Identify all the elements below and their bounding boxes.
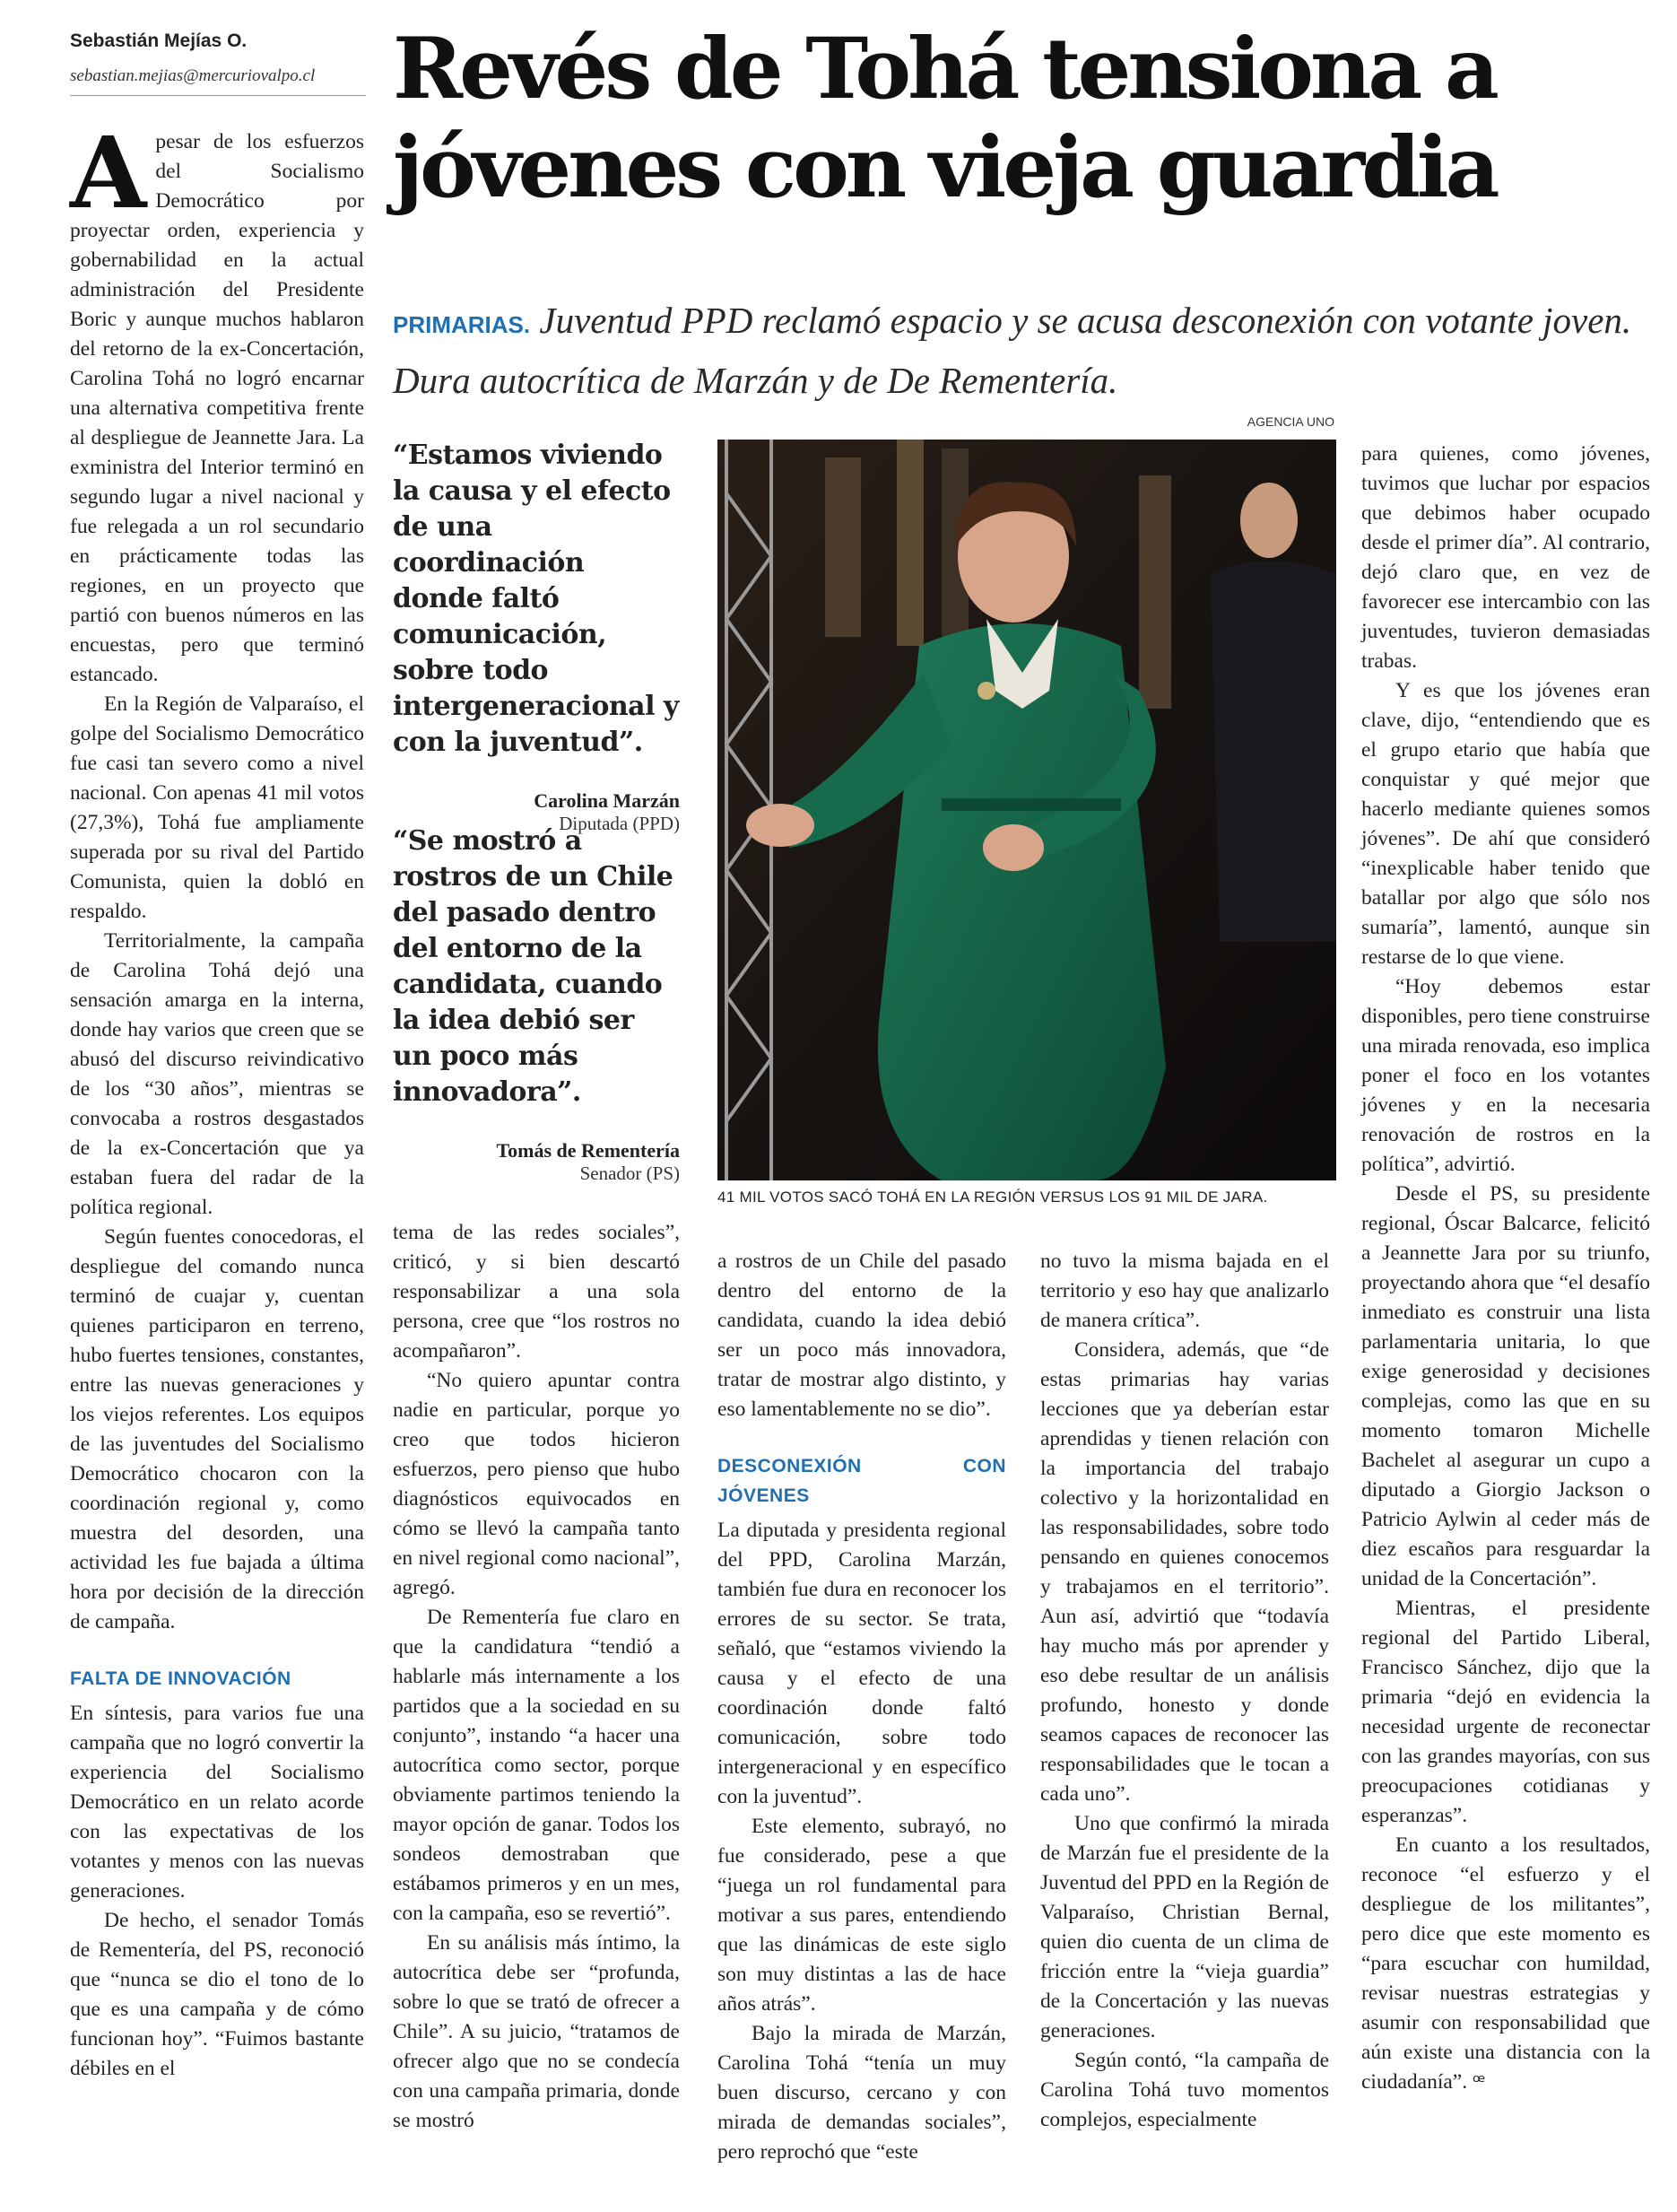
quote-author: Tomás de Rementería [496,1139,680,1162]
quote-author-role: Diputada (PPD) [559,813,680,834]
section-heading: DESCONEXIÓN CON JÓVENES [717,1456,1006,1506]
column-5 [1361,440,1650,2097]
subhead-text: Juventud PPD reclamó espacio y se acusa desconexión con votante joven. Dura autocrítica de Marzán y de De Rementería. [393,300,1632,401]
section-heading: FALTA DE INNOVACIÓN [70,1668,291,1689]
author-email[interactable]: sebastian.mejias@mercuriovalpo.cl [70,66,366,96]
paragraph: Territorialmente, la campaña de Carolina Tohá dejó una sensación amarga en la interna, donde hay varios que creen que se abusó del discurso reivindicativo de los “30 años”, mientras se convocaba a rostros desgastados de la ex-Concertación que ya estaban fuera del radar de la política regional. [70,929,364,1219]
news-photo [717,440,1336,1180]
paragraph: tema de las redes sociales”, criticó, y si bien descartó responsabilizar a una sola persona, cree que “los rostros no acompañaron”. [393,1221,680,1363]
end-mark-icon: ꟹ [1472,2071,1486,2094]
paragraph: Considera, además, que “de estas primarias hay varias lecciones que ya deberían estar aprendidas y tienen relación con la importancia del trabajo colectivo y la horizontalidad en las responsabilidades, sobre todo pensando en quienes conocemos y trabajamos en el territorio”. Aun así, advirtió que “todavía hay mucho más por aprender y eso debe resultar de un análisis profundo, honesto y donde seamos capaces de reconocer las responsabilidades que le tocan a cada uno”. [1040,1338,1329,1806]
drop-cap: A [70,115,147,231]
column-3 [717,1247,1006,2167]
quote-author-role: Senador (PS) [579,1163,680,1184]
paragraph: “Hoy debemos estar disponibles, pero tiene construirse una mirada renovada, eso implica poner el foco en los votantes jóvenes y en la necesaria renovación de rostros en la política”, advirtió. [1361,975,1650,1176]
paragraph: no tuvo la misma bajada en el territorio y eso hay que analizarlo de manera crítica”. [1040,1250,1329,1332]
paragraph: Según contó, “la campaña de Carolina Tohá tuvo momentos complejos, especialmente [1040,2049,1329,2131]
subhead-kicker: PRIMARIAS. [393,311,531,338]
photo-caption: 41 MIL VOTOS SACÓ TOHÁ EN LA REGIÓN VERSUS LOS 91 MIL DE JARA. [717,1189,1268,1206]
paragraph: Mientras, el presidente regional del Partido Liberal, Francisco Sánchez, dijo que la primaria “dejó en evidencia la necesidad urgente de reconectar con las grandes mayorías, con sus preocupaciones cotidianas y esperanzas”. [1361,1597,1650,1827]
paragraph: Este elemento, subrayó, no fue considerado, pese a que “juega un rol fundamental para motivar a sus pares, entendiendo que las dinámicas de este siglo son muy distintas a las de hace años atrás”. [717,1815,1006,2016]
paragraph: Bajo la mirada de Marzán, Carolina Tohá “tenía un muy buen discurso, cercano y con mirada de demandas sociales”, pero reprochó que “este [717,2022,1006,2164]
paragraph: De Rementería fue claro en que la candidatura “tendió a hablarle más internamente a los partidos que a la sociedad en su conjunto”, instando “a hacer una autocrítica como sector, porque obviamente partimos teniendo la mayor opción de ganar. Todos los sondeos demostraban que estábamos primeros y en un mes, con la campaña, eso se revertió”. [393,1606,680,1925]
author-name: Sebastián Mejías O. [70,30,248,51]
paragraph: Uno que confirmó la mirada de Marzán fue el presidente de la Juventud del PPD en la Región de Valparaíso, Christian Bernal, quien dio cuenta de un clima de fricción entre la “vieja guardia” de la Concertación y las nuevas generaciones. [1040,1812,1329,2042]
paragraph: De hecho, el senador Tomás de Rementería, del PS, reconoció que “nunca se dio el tono de lo que es una campaña y de cómo funcionan hoy”. “Fuimos bastante débiles en el [70,1909,364,2080]
paragraph: La diputada y presidenta regional del PPD, Carolina Marzán, también fue dura en reconocer los errores de su sector. Se trata, señaló, que “estamos viviendo la causa y el efecto de una coordinación donde faltó comunicación, sobre todo intergeneracional y en específico con la juventud”. [717,1519,1006,1808]
paragraph: Y es que los jóvenes eran clave, dijo, “entendiendo que es el grupo etario que había que conquistar y qué mejor que hacerlo mediante quienes somos jóvenes”. De ahí que consideró “inexplicable haber tenido que batallar por algo que sólo nos sumaría”, lamentó, aunque sin restarse de lo que viene. [1361,679,1650,969]
paragraph: En síntesis, para varios fue una campaña que no logró convertir la experiencia del Socialismo Democrático en un relato acorde con las expectativas de los votantes y menos con las nuevas generaciones. [70,1702,364,1903]
quote-text: “Estamos viviendo la causa y el efecto de una coordinación donde faltó comunicación, sobre todo intergeneracional y con la juventud”. [393,440,679,758]
paragraph: a rostros de un Chile del pasado dentro del entorno de la candidata, cuando la idea debió ser un poco más innovadora, tratar de mostrar algo distinto, y eso lamentablemente no se dio”. [717,1250,1006,1421]
paragraph: Desde el PS, su presidente regional, Óscar Balcarce, felicitó a Jeannette Jara por su triunfo, proyectando ahora que “el desafío inmediato es construir una lista parlamentaria unitaria, lo que exige generosidad y decisiones complejas, como las que en su momento tomaron Michelle Bachelet al asegurar un cupo a diputado a Giorgio Jackson o Patricio Aylwin al ceder más de diez escaños para resguardar la unidad de la Concertación”. [1361,1182,1650,1590]
pull-quote-1 [393,438,680,835]
paragraph: En su análisis más íntimo, la autocrítica debe ser “profunda, sobre lo que se trató de ofrecer a Chile”. A su juicio, “tratamos de ofrecer algo que no se condecía con una campaña primaria, donde se mostró [393,1931,680,2132]
column-1 [70,115,364,2084]
column-4 [1040,1247,1329,2135]
paragraph: Según fuentes conocedoras, el despliegue del comando nunca terminó de cuajar y, cuentan quienes participaron en terreno, hubo fuertes tensiones, constantes, entre las nuevas generaciones y los viejos referentes. Los equipos de las juventudes del Socialismo Democrático chocaron con la coordinación regional y, como muestra del desorden, una actividad les fue bajada a última hora por decisión de la dirección de campaña. [70,1225,364,1633]
paragraph: En cuanto a los resultados, reconoce “el esfuerzo y el despliegue de los militantes”, pero dice que este momento es “para escuchar con humildad, revisar nuestras estrategias y asumir con responsabilidad que aún existe una distancia con la ciudadanía”. ꟹ [1361,1833,1650,2094]
paragraph: Apesar de los esfuerzos del Socialismo Democrático por proyectar orden, experiencia y gobernabilidad en la actual administración del Presidente Boric y aunque muchos hablaron del retorno de la ex-Concertación, Carolina Tohá no logró encarnar una alternativa competitiva frente al despliegue de Jeannette Jara. La exministra del Interior terminó en segundo lugar a nivel nacional y fue relegada a un rol secundario en prácticamente todas las regiones, en un proyecto que partió con buenos números en las encuestas, pero que terminó estancado. [70,115,364,686]
photo-credit: AGENCIA UNO [1247,414,1334,429]
paragraph: En la Región de Valparaíso, el golpe del Socialismo Democrático fue casi tan severo como a nivel nacional. Con apenas 41 mil votos (27,3%), Tohá fue ampliamente superada por su rival del Partido Comunista, quien la dobló en respaldo. [70,692,364,923]
photo-illustration [717,440,1336,1180]
quote-author: Carolina Marzán [534,789,680,812]
subhead [393,292,1666,408]
headline: Revés de Tohá tensiona a jóvenes con vieja guardia [393,20,1497,217]
pull-quote-2 [393,823,680,1185]
paragraph: “No quiero apuntar contra nadie en particular, porque yo creo que todos hicieron esfuerzos, pero pienso que hubo diagnósticos equivocados en cómo se llevó la campaña tanto en nivel regional como nacional”, agregó. [393,1369,680,1599]
paragraph: para quienes, como jóvenes, tuvimos que luchar por espacios que debimos haber ocupado desde el primer día”. Al contrario, dejó claro que, en vez de favorecer ese intercambio con las juventudes, tuvieron demasiadas trabas. [1361,442,1650,673]
column-2 [393,1218,680,2136]
quote-text: “Se mostró a rostros de un Chile del pasado dentro del entorno de la candidata, cuando la idea debió ser un poco más innovadora”. [393,825,673,1108]
